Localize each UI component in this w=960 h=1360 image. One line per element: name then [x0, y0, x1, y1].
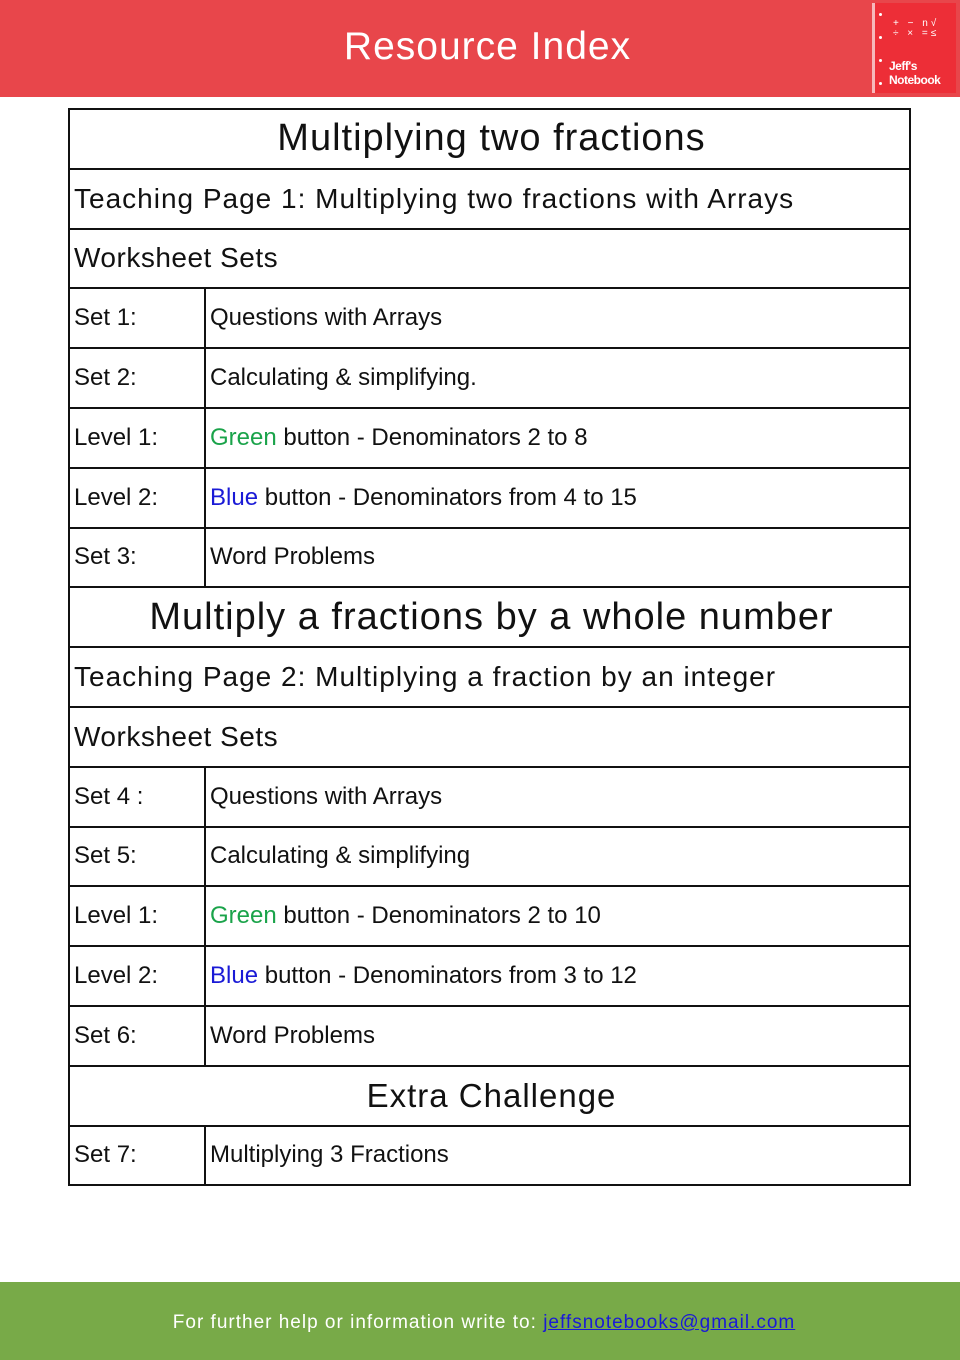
row-label: Set 6: [69, 1006, 205, 1066]
row-description-text: button - Denominators 2 to 8 [276, 423, 588, 451]
row-label: Set 1: [69, 288, 205, 348]
row-description[interactable]: Word Problems [205, 528, 910, 588]
row-description-text: button - Denominators from 3 to 12 [258, 962, 637, 990]
header-bar [0, 0, 960, 97]
logo-text: Jeff's Notebook [889, 59, 941, 87]
blue-button-word: Blue [210, 483, 259, 511]
row-description[interactable] [205, 946, 910, 1006]
worksheet-sets-row [69, 707, 910, 767]
teaching-page-link[interactable]: Teaching Page 1: Multiplying two fractions with Arrays [69, 169, 910, 229]
index-row[interactable] [69, 348, 910, 408]
teaching-page-row [69, 647, 910, 707]
worksheet-sets-heading: Worksheet Sets [69, 707, 910, 767]
row-label: Set 5: [69, 827, 205, 887]
teaching-page-row [69, 169, 910, 229]
row-label: Level 1: [69, 886, 205, 946]
worksheet-sets-row [69, 229, 910, 289]
row-description[interactable]: Questions with Arrays [205, 288, 910, 348]
page-title: Resource Index [343, 25, 632, 68]
index-row[interactable] [69, 468, 910, 528]
email-link[interactable]: jeffsnotebooks@gmail.com [543, 1312, 796, 1333]
index-row[interactable] [69, 1006, 910, 1066]
row-description[interactable]: Calculating & simplifying. [205, 348, 910, 408]
section-title: Extra Challenge [69, 1066, 910, 1126]
row-label: Level 2: [69, 468, 205, 528]
index-row[interactable] [69, 288, 910, 348]
math-symbols-icon: + − n√ ÷ × =≤ [893, 18, 940, 39]
section-title: Multiplying two fractions [69, 109, 910, 169]
row-label: Set 2: [69, 348, 205, 408]
index-row[interactable] [69, 408, 910, 468]
green-button-word: Green [210, 902, 277, 930]
section-title: Multiply a fractions by a whole number [69, 587, 910, 647]
index-row[interactable] [69, 886, 910, 946]
row-label: Level 1: [69, 408, 205, 468]
row-label: Set 7: [69, 1126, 205, 1186]
row-description[interactable] [205, 886, 910, 946]
jeffs-notebook-logo [872, 3, 956, 93]
footer-bar [0, 1282, 960, 1360]
row-description[interactable]: Word Problems [205, 1006, 910, 1066]
row-label: Set 3: [69, 528, 205, 588]
row-label: Level 2: [69, 946, 205, 1006]
index-row[interactable] [69, 827, 910, 887]
footer-text [0, 1312, 960, 1334]
notebook-binding-icon [879, 13, 883, 85]
row-description[interactable]: Calculating & simplifying [205, 827, 910, 887]
teaching-page-link[interactable]: Teaching Page 2: Multiplying a fraction by an integer [69, 647, 910, 707]
resource-index-table [68, 108, 911, 1186]
section-title-row [69, 587, 910, 647]
row-description[interactable] [205, 468, 910, 528]
green-button-word: Green [210, 423, 277, 451]
row-description[interactable]: Questions with Arrays [205, 767, 910, 827]
row-description[interactable] [205, 408, 910, 468]
section-title-row [69, 1066, 910, 1126]
row-description-text: button - Denominators from 4 to 15 [258, 483, 637, 511]
index-row[interactable] [69, 1126, 910, 1186]
section-title-row [69, 109, 910, 169]
footer-message: For further help or information write to: [172, 1312, 544, 1333]
row-description[interactable]: Multiplying 3 Fractions [205, 1126, 910, 1186]
index-row[interactable] [69, 767, 910, 827]
row-description-text: button - Denominators 2 to 10 [276, 902, 601, 930]
row-label: Set 4 : [69, 767, 205, 827]
worksheet-sets-heading: Worksheet Sets [69, 229, 910, 289]
blue-button-word: Blue [210, 962, 259, 990]
index-row[interactable] [69, 528, 910, 588]
index-row[interactable] [69, 946, 910, 1006]
